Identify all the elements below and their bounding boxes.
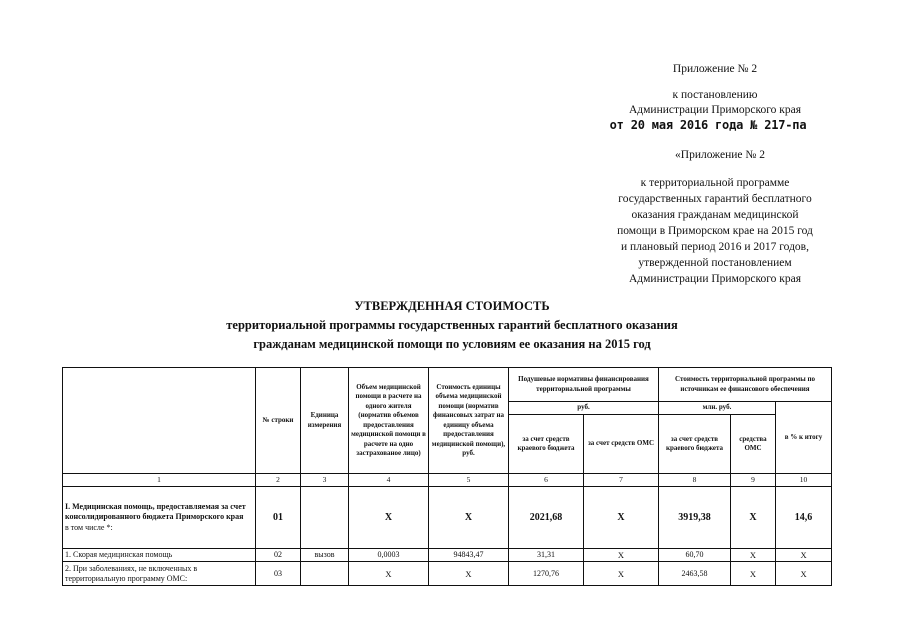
header-oms: за счет средств ОМС xyxy=(584,415,659,474)
header-regional-budget-2: за счет средств краевого бюджета xyxy=(659,415,731,474)
row-budget: 1270,76 xyxy=(509,562,584,586)
col-number: 5 xyxy=(429,474,509,487)
row-oms: X xyxy=(584,562,659,586)
row-name: 1. Скорая медицинская помощь xyxy=(63,549,256,562)
header-unit-cost: Стоимость единицы объема медицинской помощи (норматив финансовых затрат на единицу объема предоставления медицинской помощи), руб. xyxy=(429,368,509,474)
row-unit-cost: 94843,47 xyxy=(429,549,509,562)
row-oms: X xyxy=(584,549,659,562)
row-name: 2. При заболеваниях, не включенных в территориальную программу ОМС: xyxy=(63,562,256,586)
row-unit-cost: X xyxy=(429,487,509,549)
column-numbers-row xyxy=(63,474,832,487)
to-decree-label: к постановлению xyxy=(672,89,758,101)
header-cost-by-source: Стоимость территориальной программы по источникам ее финансового обеспечения xyxy=(659,368,832,402)
table-row xyxy=(63,562,832,586)
cost-table xyxy=(62,367,832,586)
row-volume: 0,0003 xyxy=(349,549,429,562)
program-line-6: утвержденной постановлением xyxy=(638,257,792,269)
quote-appendix-label: «Приложение № 2 xyxy=(675,149,765,161)
row-name-sub: в том числе *: xyxy=(65,522,113,532)
row-budget-2: 60,70 xyxy=(659,549,731,562)
row-oms-2: X xyxy=(731,562,776,586)
table-row xyxy=(63,487,832,549)
col-number: 10 xyxy=(776,474,832,487)
row-name xyxy=(63,487,256,549)
row-percent: X xyxy=(776,562,832,586)
header-mln-rub: млн. руб. xyxy=(659,402,776,415)
program-line-2: государственных гарантий бесплатного xyxy=(618,193,812,205)
header-regional-budget: за счет средств краевого бюджета xyxy=(509,415,584,474)
header-oms-2: средства ОМС xyxy=(731,415,776,474)
program-line-4: помощи в Приморском крае на 2015 год xyxy=(617,225,813,237)
row-volume: X xyxy=(349,562,429,586)
administration-label: Администрации Приморского края xyxy=(629,104,801,116)
row-number: 01 xyxy=(256,487,301,549)
col-number: 7 xyxy=(584,474,659,487)
row-unit xyxy=(301,562,349,586)
decree-date-stamp: от 20 мая 2016 года № 217-па xyxy=(609,118,807,132)
col-number: 3 xyxy=(301,474,349,487)
row-number: 03 xyxy=(256,562,301,586)
col-number: 8 xyxy=(659,474,731,487)
document-subtitle-1: территориальной программы государственных гарантий бесплатного оказания xyxy=(226,318,678,332)
program-line-3: оказания гражданам медицинской xyxy=(631,209,799,221)
header-name xyxy=(63,368,256,474)
appendix-label: Приложение № 2 xyxy=(672,63,758,75)
row-budget-2: 2463,58 xyxy=(659,562,731,586)
header-volume: Объем медицинской помощи в расчете на одного жителя (норматив объемов предоставления медицинской помощи в расчете на одно застрахованое лицо) xyxy=(349,368,429,474)
header-per-capita: Подушевые нормативы финансирования территориальной программы xyxy=(509,368,659,402)
row-budget: 2021,68 xyxy=(509,487,584,549)
row-unit-cost: X xyxy=(429,562,509,586)
row-budget: 31,31 xyxy=(509,549,584,562)
document-subtitle-2: гражданам медицинской помощи по условиям ее оказания на 2015 год xyxy=(253,337,651,351)
col-number: 6 xyxy=(509,474,584,487)
col-number: 1 xyxy=(63,474,256,487)
row-percent: 14,6 xyxy=(776,487,832,549)
header-row-no: № строки xyxy=(256,368,301,474)
program-line-7: Администрации Приморского края xyxy=(629,273,801,285)
row-percent: X xyxy=(776,549,832,562)
table-row xyxy=(63,549,832,562)
program-line-5: и плановый период 2016 и 2017 годов, xyxy=(621,241,809,253)
header-unit: Единица измерения xyxy=(301,368,349,474)
row-unit xyxy=(301,487,349,549)
program-line-1: к территориальной программе xyxy=(640,177,790,189)
row-number: 02 xyxy=(256,549,301,562)
header-rub: руб. xyxy=(509,402,659,415)
header-percent-total: в % к итогу xyxy=(776,402,832,474)
row-unit: вызов xyxy=(301,549,349,562)
row-name-bold: I. Медицинская помощь, предоставляемая за счет консолидированного бюджета Приморского края xyxy=(65,501,246,522)
document-title: УТВЕРЖДЕННАЯ СТОИМОСТЬ xyxy=(354,299,550,313)
row-oms-2: X xyxy=(731,549,776,562)
row-volume: X xyxy=(349,487,429,549)
col-number: 9 xyxy=(731,474,776,487)
col-number: 2 xyxy=(256,474,301,487)
row-budget-2: 3919,38 xyxy=(659,487,731,549)
row-oms-2: X xyxy=(731,487,776,549)
col-number: 4 xyxy=(349,474,429,487)
row-oms: X xyxy=(584,487,659,549)
